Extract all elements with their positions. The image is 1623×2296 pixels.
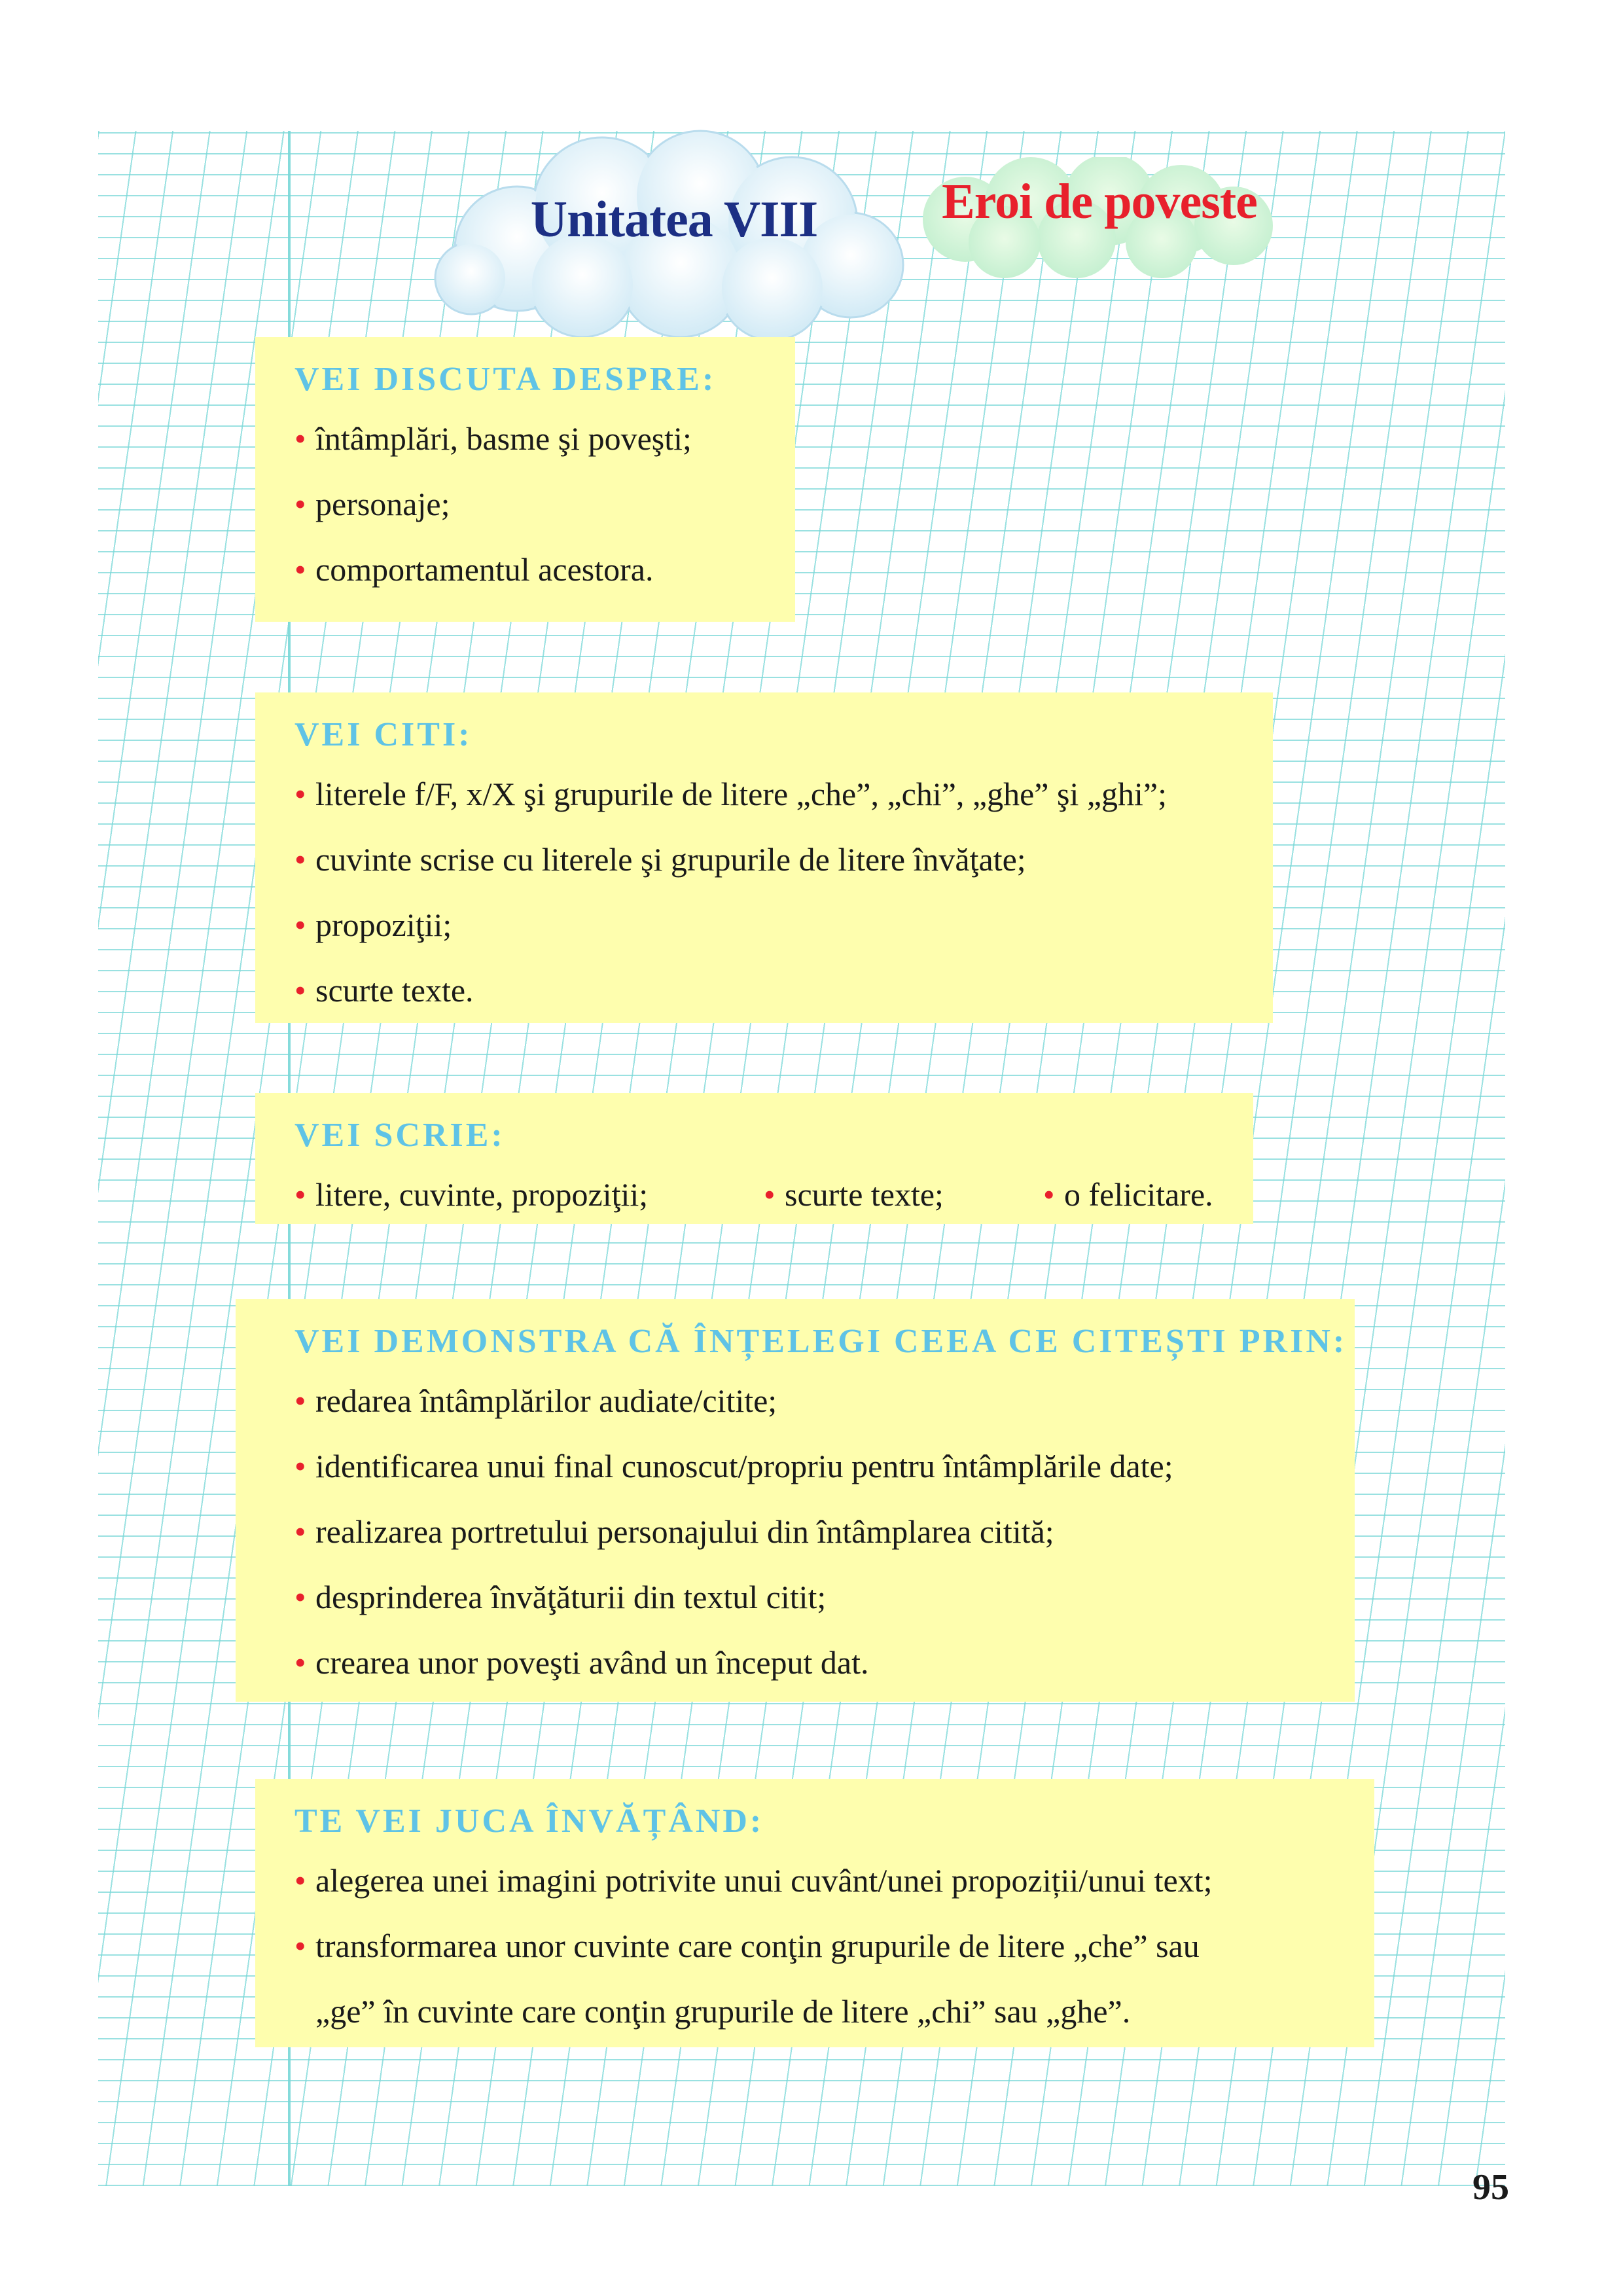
list-item: • transformarea unor cuvinte care conţin grupurile de litere „che” sau [294, 1923, 1374, 1969]
section-play [255, 1779, 1374, 2047]
section-list [294, 1857, 1374, 2034]
section-read [255, 692, 1273, 1023]
list-item: • comportamentul acestora. [294, 547, 795, 592]
list-item: • redarea întâmplărilor audiate/citite; [294, 1378, 1355, 1424]
section-list [294, 1172, 1253, 1237]
section-list [294, 1378, 1355, 1685]
list-item: • desprinderea învăţăturii din textul citit; [294, 1574, 1355, 1620]
list-item: • cuvinte scrise cu literele şi grupurile de litere învăţate; [294, 836, 1273, 882]
section-write [255, 1093, 1253, 1224]
section-list [294, 416, 795, 592]
list-item: • crearea unor poveşti având un început dat. [294, 1640, 1355, 1685]
list-item: • întâmplări, basme şi poveşti; [294, 416, 795, 461]
section-heading: VEI SCRIE: [294, 1117, 505, 1154]
section-heading: VEI DEMONSTRA CĂ ÎNȚELEGI CEEA CE CITEȘTI PRIN: [294, 1323, 1347, 1360]
list-item-continuation: „ge” în cuvinte care conţin grupurile de litere „chi” sau „ghe”. [315, 1993, 1131, 2030]
list-item: • propoziţii; [294, 902, 1273, 948]
section-list [294, 771, 1273, 1013]
list-item: • personaje; [294, 481, 795, 527]
unit-subtitle: Eroi de poveste [942, 174, 1257, 229]
section-discuss [255, 337, 795, 622]
list-item: • litere, cuvinte, propoziţii; [294, 1172, 764, 1217]
list-item: • identificarea unui final cunoscut/propriu pentru întâmplările date; [294, 1443, 1355, 1489]
page-number: 95 [1472, 2167, 1509, 2208]
section-demonstrate [236, 1299, 1355, 1702]
list-item: • o felicitare. [1043, 1172, 1213, 1217]
list-item: • alegerea unei imagini potrivite unui cuvânt/unei propoziții/unui text; [294, 1857, 1374, 1903]
list-item: • scurte texte. [294, 967, 1273, 1013]
list-item: • scurte texte; [764, 1172, 1043, 1217]
section-heading: TE VEI JUCA ÎNVĂȚÂND: [294, 1803, 764, 1840]
section-heading: VEI CITI: [294, 716, 473, 753]
unit-title: Unitatea VIII [530, 190, 818, 247]
section-heading: VEI DISCUTA DESPRE: [294, 361, 717, 398]
list-item: • realizarea portretului personajului din întâmplarea citită; [294, 1509, 1355, 1554]
list-item: • literele f/F, x/X şi grupurile de litere „che”, „chi”, „ghe” şi „ghi”; [294, 771, 1273, 817]
